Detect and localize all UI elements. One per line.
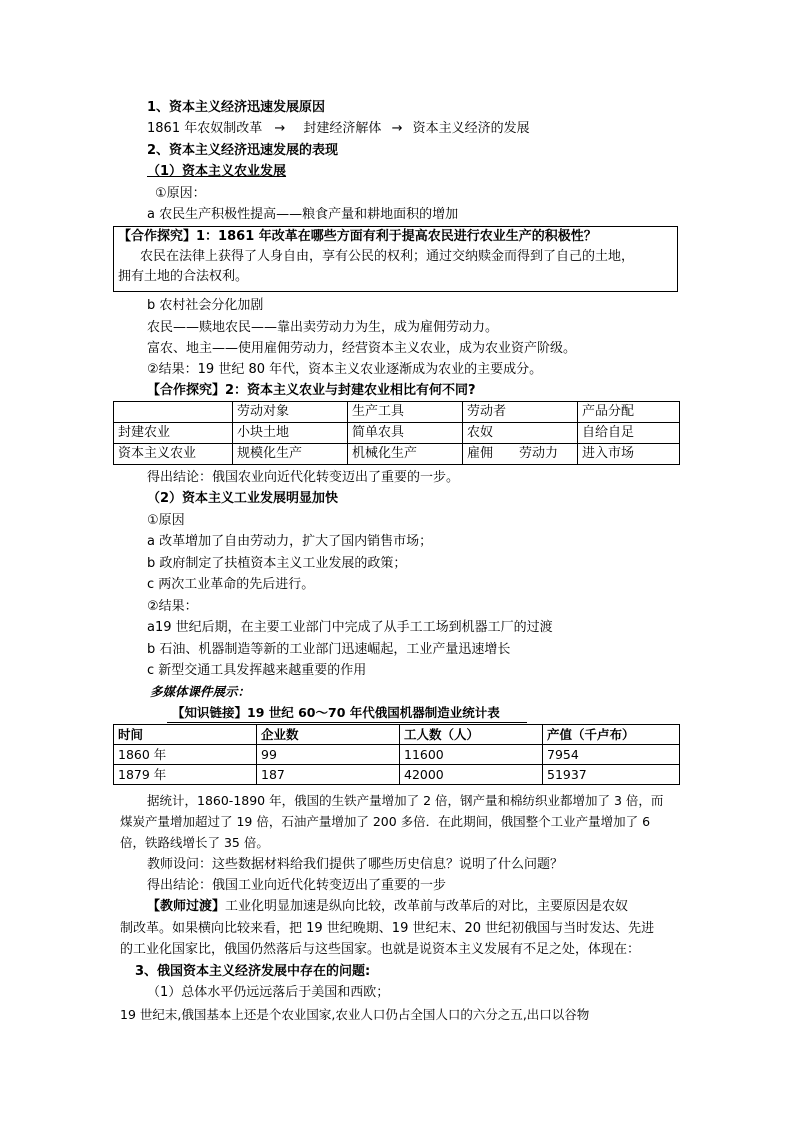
- table-cell: 自给自足: [578, 423, 680, 444]
- agriculture-conclusion: 得出结论：俄国农业向近代化转变迈出了重要的一步。: [147, 470, 460, 485]
- table-cell: 99: [257, 745, 400, 765]
- industry-result-a: a19 世纪后期，在主要工业部门中完成了从手工工场到机器工厂的过渡: [147, 620, 553, 635]
- table-header-cell: 劳动对象: [233, 402, 348, 423]
- table-header-cell: 时间: [114, 725, 257, 745]
- flow-step-capitalism: 资本主义经济的发展: [412, 121, 530, 136]
- agriculture-result: ②结果：19 世纪 80 年代，资本主义农业逐渐成为农业的主要成分。: [147, 362, 543, 377]
- problem-item-1: （1）总体水平仍远远落后于美国和西欧；: [147, 985, 390, 1000]
- agriculture-heading: （1）资本主义农业发展: [147, 164, 287, 179]
- explore-box-1: [113, 226, 678, 292]
- table-header-cell: 工人数（人）: [400, 725, 543, 745]
- stat-table-title: 【知识链接】19 世纪 60～70 年代俄国机器制造业统计表: [172, 705, 500, 720]
- agriculture-compare-table: [113, 401, 680, 465]
- media-label: 多媒体课件展示：: [150, 684, 251, 699]
- table-header-cell: 产品分配: [578, 402, 680, 423]
- explore-answer-line-2: 拥有土地的合法权利。: [118, 269, 249, 284]
- industry-result-label: ②结果：: [147, 599, 198, 614]
- explore-question-text: 2：资本主义农业与封建农业相比有何不同?: [225, 383, 476, 398]
- explore-tag: 【合作探究】: [147, 383, 226, 398]
- table-cell: 1860 年: [114, 745, 257, 765]
- reform-flow: [147, 119, 530, 139]
- explore-tag: 【合作探究】: [118, 229, 197, 244]
- table-cell: 7954: [543, 745, 680, 765]
- explore-question-1: [114, 227, 677, 247]
- table-cell: 11600: [400, 745, 543, 765]
- industry-conclusion: 得出结论：俄国工业向近代化转变迈出了重要的一步: [147, 878, 447, 893]
- table-row: [114, 423, 680, 444]
- landlord-line: 富农、地主——使用雇佣劳动力，经营资本主义农业，成为农业资产阶级。: [147, 341, 577, 356]
- explore-answer-line-1: 农民在法律上获得了人身自由，享有公民的权利；通过交纳赎金而得到了自己的土地，: [140, 249, 635, 264]
- agriculture-reason-a: a 农民生产积极性提高——粮食产量和耕地面积的增加: [147, 207, 459, 222]
- table-header-row: [114, 725, 680, 745]
- table-row: [114, 745, 680, 765]
- stat-paragraph-line-1: 据统计，1860-1890 年，俄国的生铁产量增加了 2 倍，钢产量和棉纺织业都增加了 3 倍，而: [147, 793, 664, 808]
- industry-reason-label: ①原因: [147, 513, 185, 528]
- table-header-cell: 企业数: [257, 725, 400, 745]
- table-cell: 雇佣 劳动力: [463, 444, 578, 465]
- teacher-transition-line-3: 的工业化国家比，俄国仍然落后与这些国家。也就是说资本主义发展有不足之处，体现在：: [120, 942, 641, 957]
- transition-text: 工业化明显加速是纵向比较，改革前与改革后的对比，主要原因是农奴: [225, 899, 629, 914]
- table-cell: 51937: [543, 765, 680, 785]
- table-header-cell: [114, 402, 233, 423]
- section1-heading: 1、资本主义经济迅速发展原因: [147, 100, 326, 115]
- table-cell: 农奴: [463, 423, 578, 444]
- explore-question-text: 1：1861 年改革在哪些方面有利于提高农民进行农业生产的积极性？: [196, 229, 597, 244]
- table-cell: 机械化生产: [348, 444, 463, 465]
- industry-reason-a: a 改革增加了自由劳动力，扩大了国内销售市场；: [147, 534, 433, 549]
- section3-heading: 3、俄国资本主义经济发展中存在的问题:: [135, 964, 371, 979]
- industry-reason-c: c 两次工业革命的先后进行。: [147, 577, 315, 592]
- industry-heading: （2）资本主义工业发展明显加快: [147, 491, 339, 506]
- agriculture-reason-b: b 农村社会分化加剧: [147, 298, 264, 313]
- flow-step-reform: 1861 年农奴制改革: [147, 121, 263, 136]
- arrow-icon: →: [391, 121, 403, 136]
- table-cell: 进入市场: [578, 444, 680, 465]
- section2-heading: 2、资本主义经济迅速发展的表现: [147, 143, 339, 158]
- stat-paragraph-line-2: 煤炭产量增加超过了 19 倍，石油产量增加了 200 多倍．在此期间，俄国整个工业产量增加了 6: [120, 814, 651, 829]
- table-header-cell: 生产工具: [348, 402, 463, 423]
- table-cell: 小块土地: [233, 423, 348, 444]
- transition-tag: 【教师过渡】: [147, 899, 226, 914]
- stat-paragraph-line-3: 倍，铁路线增长了 35 倍。: [120, 835, 269, 850]
- teacher-transition-line-1: [147, 897, 628, 917]
- arrow-icon: →: [274, 121, 286, 136]
- teacher-question: 教师设问：这些数据材料给我们提供了哪些历史信息？说明了什么问题？: [147, 857, 564, 872]
- table-header-row: [114, 402, 680, 423]
- table-cell: 简单农具: [348, 423, 463, 444]
- table-row: [114, 765, 680, 785]
- industry-reason-b: b 政府制定了扶植资本主义工业发展的政策；: [147, 556, 407, 571]
- machine-industry-stat-table: [113, 724, 680, 785]
- explore-question-2: [147, 381, 476, 401]
- table-header-cell: 劳动者: [463, 402, 578, 423]
- table-cell: 规模化生产: [233, 444, 348, 465]
- problem-paragraph: 19 世纪末,俄国基本上还是个农业国家,农业人口仍占全国人口的六分之五,出口以谷物: [120, 1007, 590, 1022]
- table-cell: 42000: [400, 765, 543, 785]
- teacher-transition-line-2: 制改革。如果横向比较来看，把 19 世纪晚期、19 世纪末、20 世纪初俄国与当时发达、先进: [120, 921, 655, 936]
- table-cell: 187: [257, 765, 400, 785]
- table-row: [114, 444, 680, 465]
- table-header-cell: 产值（千卢布）: [543, 725, 680, 745]
- peasant-line: 农民——赎地农民——靠出卖劳动力为生，成为雇佣劳动力。: [147, 320, 499, 335]
- agriculture-reason-label: ①原因：: [155, 186, 206, 201]
- table-cell: 资本主义农业: [114, 444, 233, 465]
- industry-result-b: b 石油、机器制造等新的工业部门迅速崛起，工业产量迅速增长: [147, 642, 511, 657]
- table-cell: 1879 年: [114, 765, 257, 785]
- table-cell: 封建农业: [114, 423, 233, 444]
- industry-result-c: c 新型交通工具发挥越来越重要的作用: [147, 663, 367, 678]
- flow-step-feudal-collapse: 封建经济解体: [303, 121, 382, 136]
